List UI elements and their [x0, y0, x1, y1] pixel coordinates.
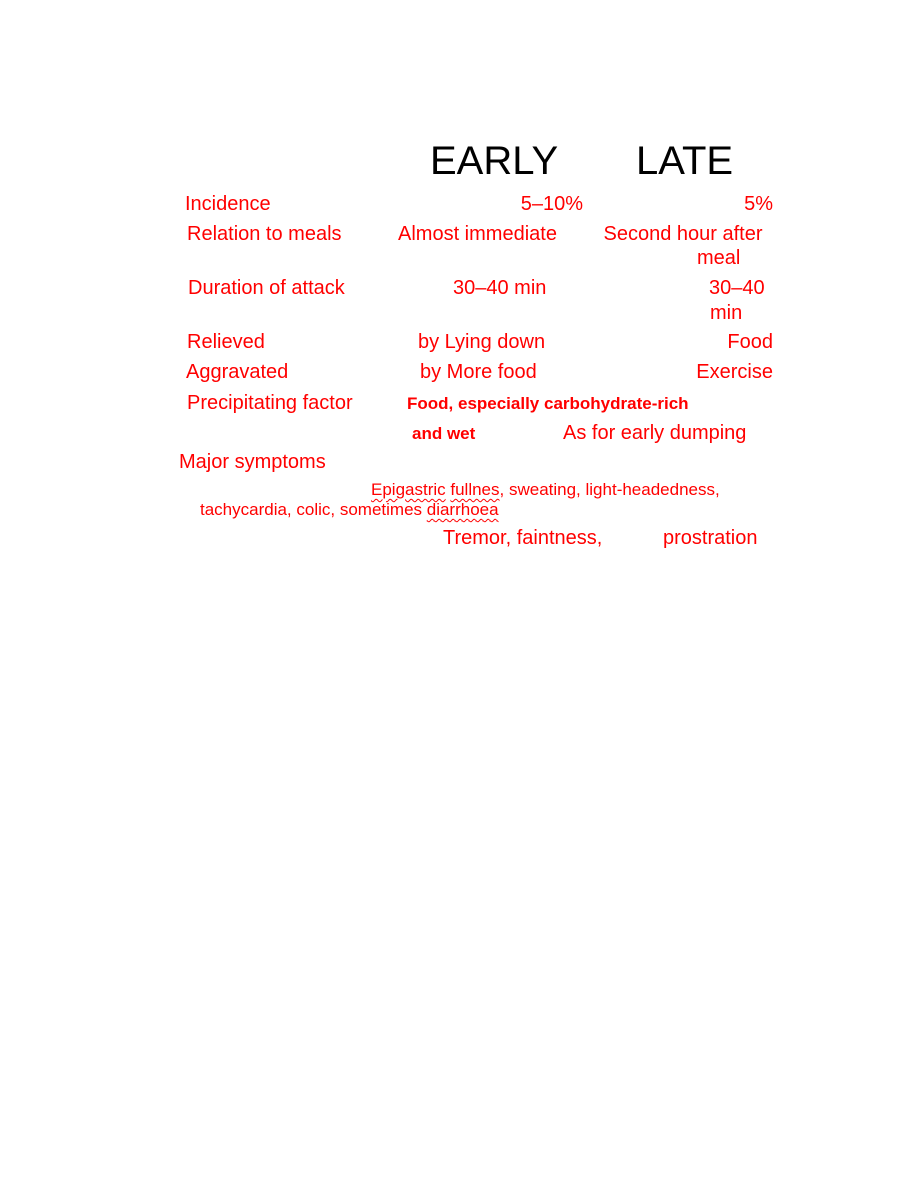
- row-symptoms-early-line2-start: tachycardia, colic, sometimes: [200, 500, 427, 519]
- header-late: LATE: [636, 139, 734, 183]
- row-precipitating-early-line2: and wet: [412, 424, 476, 443]
- row-precipitating-late: As for early dumping: [563, 422, 747, 444]
- row-relation-late-line2: meal: [697, 247, 741, 269]
- row-relieved-late: Food: [727, 331, 773, 353]
- row-symptoms-label: Major symptoms: [179, 451, 326, 473]
- row-incidence-label: Incidence: [185, 193, 271, 215]
- row-relation-label: Relation to meals: [187, 223, 342, 245]
- row-symptoms-early-line1: [371, 479, 720, 500]
- row-aggravated-early: by More food: [420, 361, 537, 383]
- row-incidence-late: 5%: [744, 193, 773, 215]
- spell-mark-diarrhoea: diarrhoea: [426, 500, 499, 519]
- row-duration-label: Duration of attack: [188, 277, 345, 299]
- row-relation-early: Almost immediate: [398, 223, 557, 245]
- row-precipitating-label: Precipitating factor: [187, 392, 353, 414]
- row-symptoms-early-rest1: , sweating, light-headedness,: [499, 480, 720, 499]
- spell-mark-epigastric: Epigastric: [371, 480, 446, 499]
- row-precipitating-early-line1: Food, especially carbohydrate-rich: [407, 394, 689, 413]
- row-relieved-label: Relieved: [187, 331, 265, 353]
- row-duration-late-line1: 30–40: [709, 277, 765, 299]
- row-aggravated-label: Aggravated: [186, 361, 289, 383]
- row-relation-late-line1: Second hour after: [603, 223, 763, 245]
- row-duration-early: 30–40 min: [453, 277, 547, 299]
- row-symptoms-late-part1: Tremor, faintness,: [443, 527, 603, 549]
- row-duration-late-line2: min: [710, 302, 743, 324]
- spell-mark-fullnes: fullnes: [450, 480, 500, 499]
- row-incidence-early: 5–10%: [520, 193, 583, 215]
- row-symptoms-late-part2: prostration: [663, 527, 758, 549]
- row-symptoms-early-line2: [200, 499, 499, 520]
- row-relieved-early: by Lying down: [418, 331, 546, 353]
- header-early: EARLY: [430, 139, 559, 183]
- row-aggravated-late: Exercise: [696, 361, 773, 383]
